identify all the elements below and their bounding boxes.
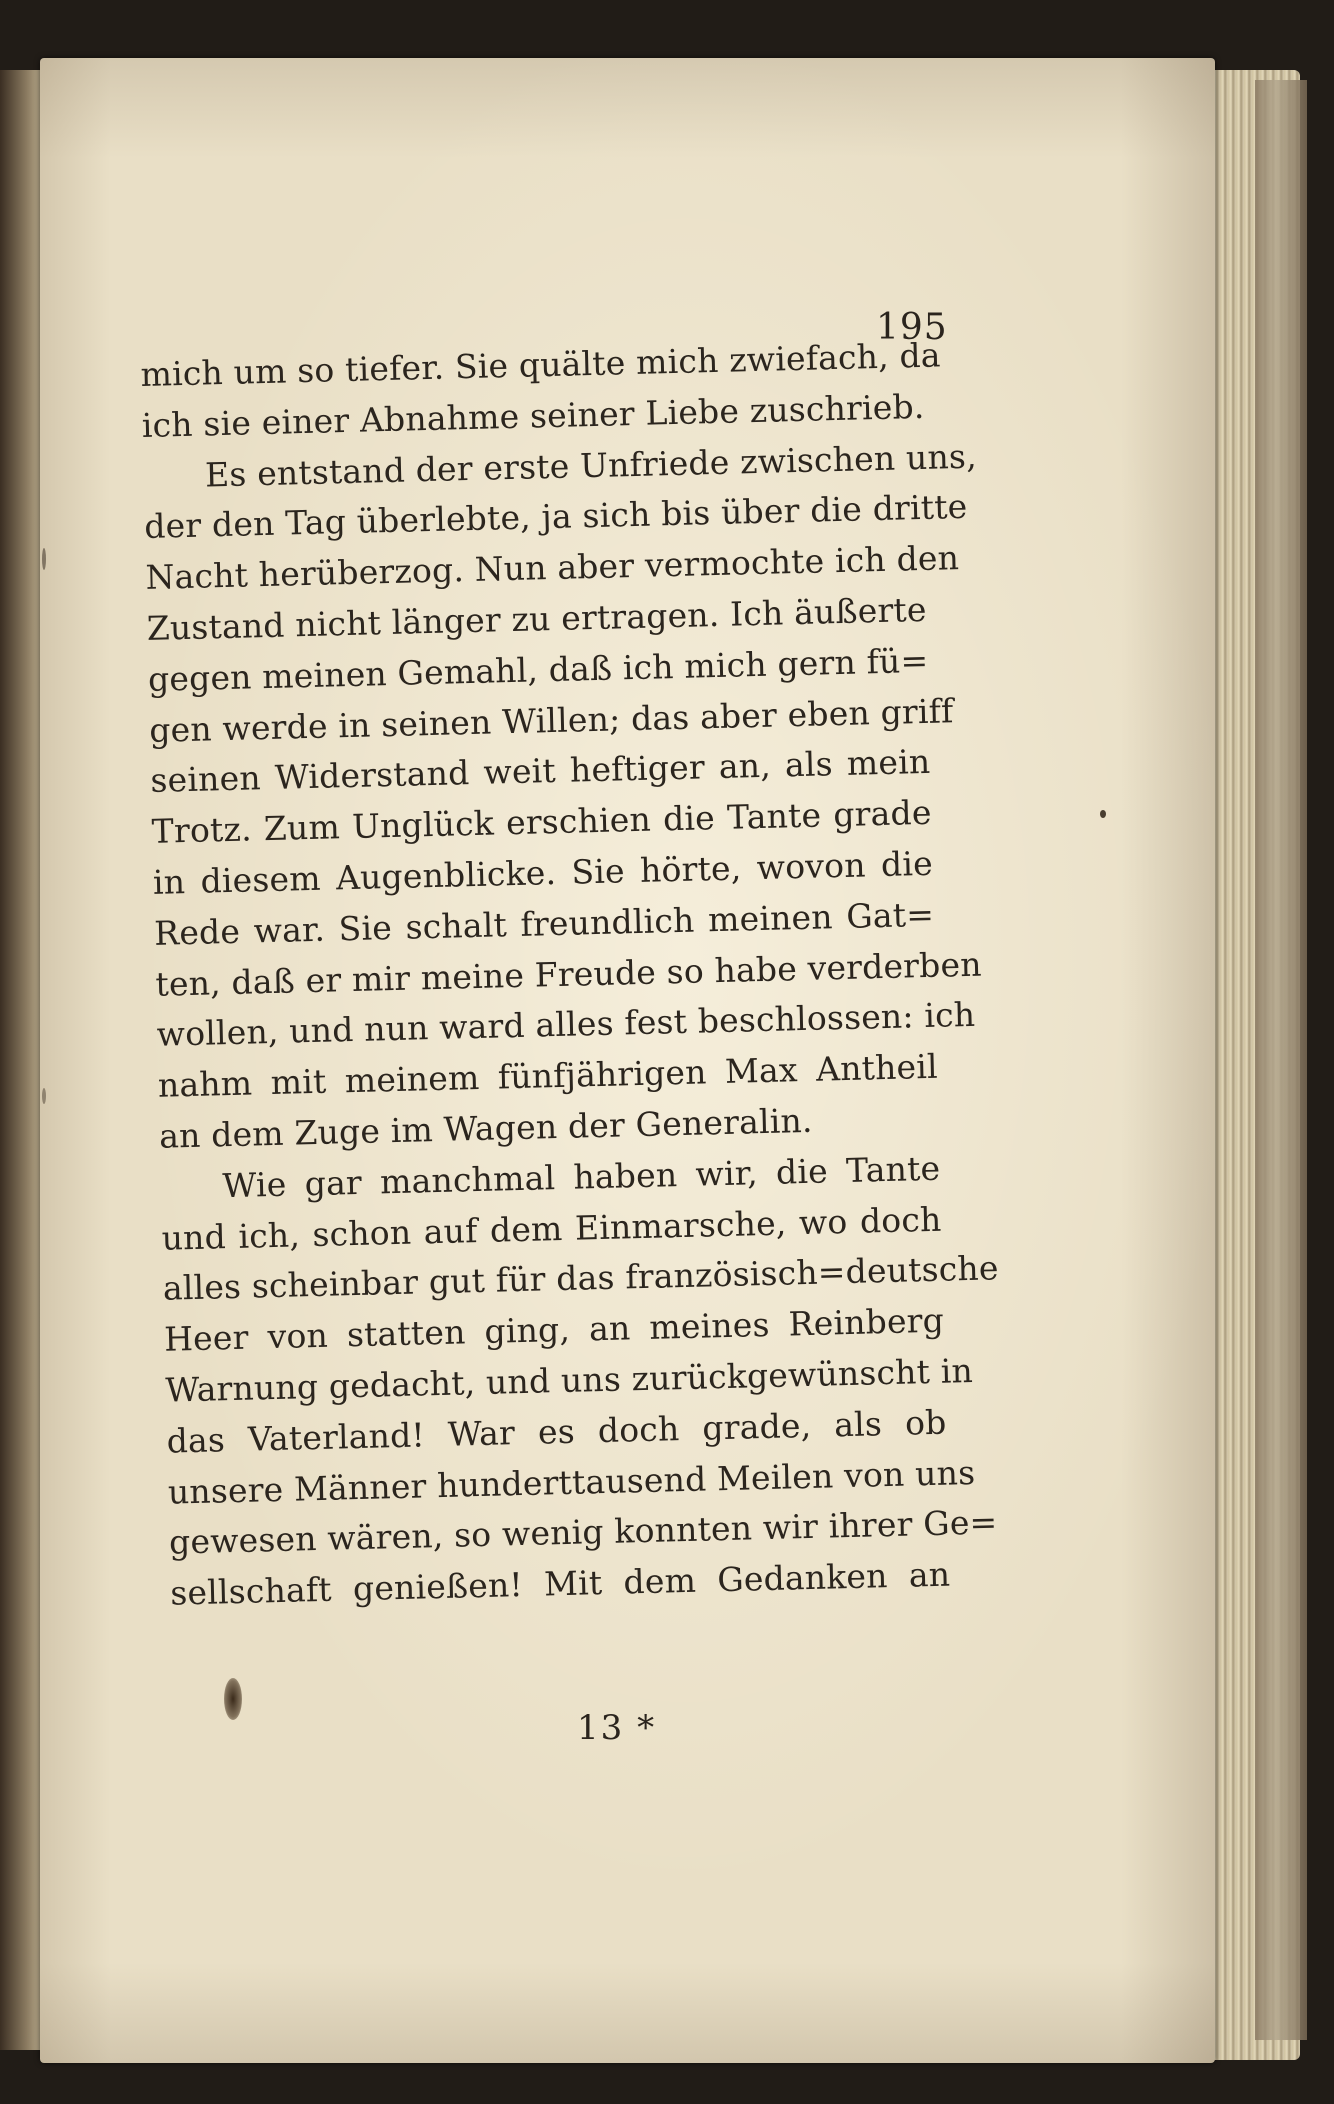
text-line: Wie gar manchmal haben wir, die Tante: [221, 1148, 941, 1205]
paper-speck: [42, 1088, 46, 1104]
text-line: ich sie einer Abnahme seiner Liebe zuschrieb.: [141, 386, 925, 445]
text-line: nahm mit meinem fünfjährigen Max Antheil: [157, 1046, 939, 1105]
paper-speck: [1100, 810, 1106, 818]
page-number: 195: [876, 307, 948, 348]
signature-mark: 13 *: [577, 1708, 657, 1748]
text-line: ten, daß er mir meine Freude so habe verderben: [155, 944, 983, 1004]
text-line: unsere Männer hunderttausend Meilen von uns: [167, 1452, 976, 1512]
text-line: Nacht herüberzog. Nun aber vermochte ich den: [145, 538, 960, 598]
text-line: das Vaterland! War es doch grade, als ob: [166, 1402, 947, 1461]
text-line: Heer von statten ging, an meines Reinberg: [163, 1300, 945, 1359]
body-text: [140, 331, 1000, 1620]
text-line: an dem Zuge im Wagen der Generalin.: [158, 1100, 814, 1156]
text-line: mich um so tiefer. Sie quälte mich zwiefach, da: [140, 335, 942, 394]
ink-stain: [224, 1678, 242, 1720]
text-line: wollen, und nun ward alles fest beschlossen: ich: [156, 995, 976, 1055]
text-line: alles scheinbar gut für das französisch=deutsche: [162, 1248, 1000, 1309]
text-line: seinen Widerstand weit heftiger an, als mein: [150, 742, 931, 801]
text-line: gewesen wären, so wenig konnten wir ihrer Ge=: [168, 1502, 998, 1562]
text-line: Rede war. Sie schalt freundlich meinen Gat=: [153, 894, 935, 953]
paper-speck: [42, 548, 46, 570]
binding-strip: [1255, 80, 1307, 2040]
text-line: der den Tag überlebte, ja sich bis über die dritte: [143, 487, 968, 547]
text-line: Es entstand der erste Unfriede zwischen uns,: [204, 436, 978, 495]
text-line: in diesem Augenblicke. Sie hörte, wovon die: [152, 843, 934, 902]
text-line: Trotz. Zum Unglück erschien die Tante grade: [151, 792, 933, 852]
text-line: gegen meinen Gemahl, daß ich mich gern fü=: [147, 640, 929, 699]
text-line: Zustand nicht länger zu ertragen. Ich äußerte: [146, 589, 928, 648]
text-line: sellschaft genießen! Mit dem Gedanken an: [169, 1554, 951, 1613]
text-line: gen werde in seinen Willen; das aber eben griff: [148, 690, 954, 750]
text-line: Warnung gedacht, und uns zurückgewünscht in: [164, 1350, 974, 1410]
text-line: und ich, schon auf dem Einmarsche, wo doch: [161, 1199, 942, 1258]
